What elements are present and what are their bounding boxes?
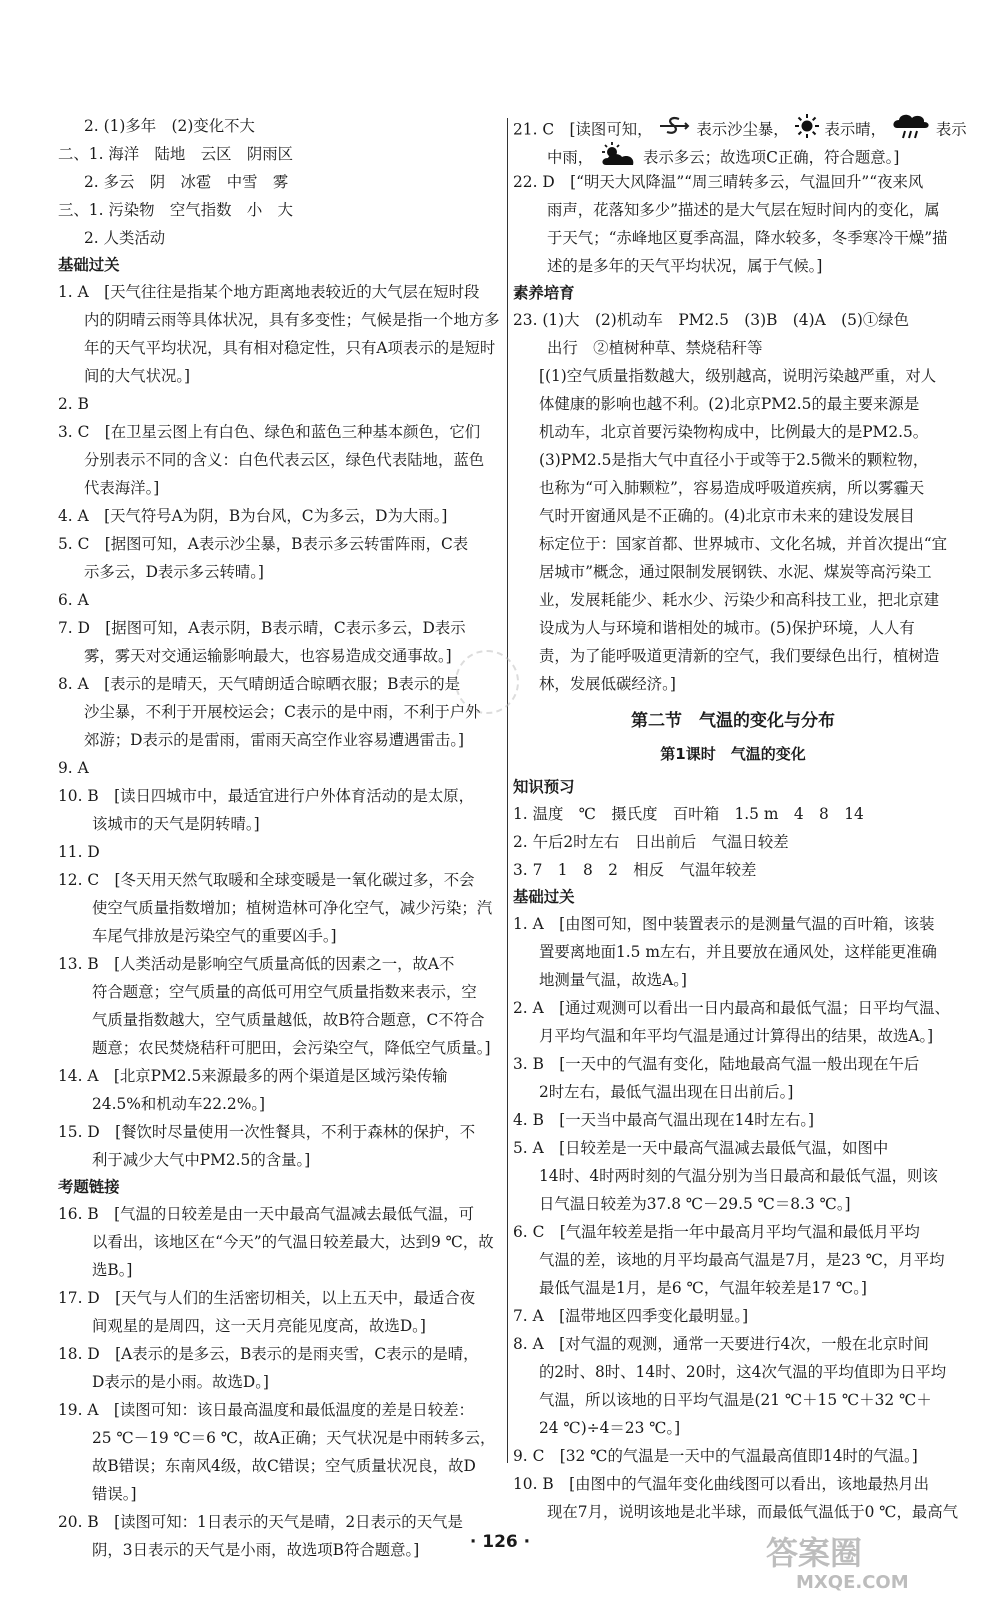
answer-line: 9. A [58,759,89,777]
answer-line: 3. 7 1 8 2 相反 气温年较差 [513,861,757,879]
answer-line: 月平均气温和年平均气温是通过计算得出的结果，故选A。] [539,1027,934,1045]
answer-line: 气温的差，该地的月平均最高气温是7月，是23 ℃，月平均 [539,1251,945,1269]
answer-line: 7. D [据图可知，A表示阴，B表示晴，C表示多云，D表示 [58,619,466,637]
answer-line: 日气温日较差为37.8 ℃－29.5 ℃＝8.3 ℃。] [539,1195,851,1213]
answer-line: 故B错误；东南风4级，故C错误；空气质量状况良，故D [92,1457,476,1475]
stamp-watermark [455,650,519,714]
answer-line: 郊游；D表示的是雷雨，雷雨天高空作业容易遭遇雷击。] [84,731,465,749]
answer-line: 选B。] [92,1261,133,1279]
answer-line: 气时开窗通风是不正确的。(4)北京市未来的建设发展目 [539,507,915,525]
right-column [513,112,967,1526]
answer-line: 2. 午后2时左右 日出前后 气温日较差 [513,833,789,851]
answer-line: 25 ℃－19 ℃＝6 ℃，故A正确；天气状况是中雨转多云， [92,1429,496,1447]
lesson-title: 第1课时 气温的变化 [660,745,806,763]
answer-text: 中雨， [547,148,594,167]
answer-line: 分别表示不同的含义：白色代表云区，绿色代表陆地，蓝色 [84,451,485,469]
answer-line: 现在7月，说明该地是北半球，而最低气温低于0 ℃，最高气 [547,1503,959,1521]
watermark-en-text: MXQE.COM [796,1572,909,1592]
answer-line: 24.5%和机动车22.2%。] [92,1095,266,1113]
section-title: 第二节 气温的变化与分布 [631,711,835,731]
answer-line: 1. A [由图可知，图中装置表示的是测量气温的百叶箱，该装 [513,915,935,933]
answer-line: 标定位于：国家首都、世界城市、文化名城，并首次提出“宜 [539,535,948,553]
answer-line: 3. C [在卫星云图上有白色、绿色和蓝色三种基本颜色，它们 [58,423,481,441]
answer-line: 代表海洋。] [84,479,160,497]
answer-line-with-icons [513,112,967,140]
answer-line: 内的阴晴云雨等具体状况，具有多变性；气候是指一个地方多 [84,311,500,329]
page-number: · 126 · [469,1532,531,1552]
answer-line: 7. A [温带地区四季变化最明显。] [513,1307,749,1325]
answer-line: 15. D [餐饮时尽量使用一次性餐具，不利于森林的保护，不 [58,1123,476,1141]
answer-line: 4. B [一天当中最高气温出现在14时左右。] [513,1111,815,1129]
answer-line: 8. A [对气温的观测，通常一天要进行4次，一般在北京时间 [513,1335,929,1353]
answer-line: 14. A [北京PM2.5来源最多的两个渠道是区域污染传输 [58,1067,448,1085]
section-heading-preview: 知识预习 [513,778,575,796]
answer-line: 责，为了能呼吸道更清新的空气，我们要绿色出行，植树造 [539,647,940,665]
answer-line: 体健康的影响也越不利。(2)北京PM2.5的最主要来源是 [539,395,920,413]
section-heading-literacy: 素养培育 [513,284,575,302]
answer-line: 8. A [表示的是晴天，天气晴朗适合晾晒衣服；B表示的是 [58,675,460,693]
answer-line: 的2时、8时、14时、20时，这4次气温的平均值即为日平均 [539,1363,947,1381]
answer-text: 表示 [935,120,967,139]
answer-line: 18. D [A表示的是多云，B表示的是雨夹雪，C表示的是晴， [58,1345,479,1363]
answer-line: 2. (1)多年 (2)变化不大 [84,117,255,135]
answer-line: 24 ℃)÷4＝23 ℃。] [539,1419,681,1437]
left-column [58,112,498,1564]
answer-line: 14时、4时两时刻的气温分别为当日最高和最低气温，则该 [539,1167,938,1185]
answer-line: 17. D [天气与人们的生活密切相关，以上五天中，最适合夜 [58,1289,476,1307]
answer-line: 2. B [58,395,89,413]
answer-line: 车尾气排放是污染空气的重要凶手。] [92,927,337,945]
answer-line: 10. B [由图中的气温年变化曲线图可以看出，该地最热月出 [513,1475,930,1493]
answer-line: 利于减少大气中PM2.5的含量。] [92,1151,311,1169]
answer-line: 1. 温度 ℃ 摄氏度 百叶箱 1.5 m 4 8 14 [513,805,864,823]
answer-line: (3)PM2.5是指大气中直径小于或等于2.5微米的颗粒物， [539,451,929,469]
answer-line: 出行 ②植树种草、禁烧秸秆等 [547,339,763,357]
answer-line: 间的大气状况。] [84,367,191,385]
answer-text: 表示沙尘暴， [696,120,789,139]
answer-line: 业，发展耗能少、耗水少、污染少和高科技工业，把北京建 [539,591,940,609]
answer-line: 6. A [58,591,89,609]
answer-line: 2. 多云 阴 冰雹 中雪 雾 [84,173,289,191]
section-heading-basic-2: 基础过关 [513,888,575,906]
answer-line: 16. B [气温的日较差是由一天中最高气温减去最低气温，可 [58,1205,475,1223]
site-watermark-logo [756,1530,976,1592]
answer-line: 地测量气温，故选A。] [539,971,687,989]
answer-line: 5. A [日较差是一天中最高气温减去最低气温，如图中 [513,1139,889,1157]
answer-line: 该城市的天气是阴转晴。] [92,815,260,833]
answer-line: 2时左右，最低气温出现在日出前后。] [539,1083,794,1101]
answer-line: 气质量指数越大，空气质量越低，故B符合题意，C不符合 [92,1011,485,1029]
answer-line: D表示的是小雨。故选D。] [92,1373,269,1391]
section-heading-exam-link: 考题链接 [58,1178,120,1196]
answer-line: 2. 人类活动 [84,229,166,247]
answer-line: 1. A [天气往往是指某个地方距离地表较近的大气层在短时段 [58,283,480,301]
answer-line: 雨声，花落知多少”描述的是大气层在短时间内的变化，属 [547,201,940,219]
answer-line: 三、1. 污染物 空气指数 小 大 [58,201,294,219]
answer-line: 设成为人与环境和谐相处的城市。(5)保护环境，人人有 [539,619,915,637]
answer-line: 二、1. 海洋 陆地 云区 阴雨区 [58,145,294,163]
answer-line: 3. B [一天中的气温有变化，陆地最高气温一般出现在午后 [513,1055,920,1073]
answer-line: 9. C [32 ℃的气温是一天中的气温最高值即14时的气温。] [513,1447,918,1465]
answer-line: 示多云，D表示多云转晴。] [84,563,264,581]
answer-text: 21. C [读图可知， [513,120,653,139]
answer-line: 12. C [冬天用天然气取暖和全球变暖是一氧化碳过多，不会 [58,871,475,889]
answer-line: 2. A [通过观测可以看出一日内最高和最低气温；日平均气温、 [513,999,950,1017]
answer-line: 林，发展低碳经济。] [539,675,676,693]
answer-line: 雾，雾天对交通运输影响最大，也容易造成交通事故。] [84,647,452,665]
answer-line: 符合题意；空气质量的高低可用空气质量指数来表示，空 [92,983,477,1001]
section-heading-basic: 基础过关 [58,256,120,274]
answer-line: [(1)空气质量指数越大，级别越高，说明污染越严重，对人 [539,367,937,385]
answer-line: 题意；农民焚烧秸秆可肥田，会污染空气，降低空气质量。] [92,1039,491,1057]
answer-line: 述的是多年的天气平均状况，属于气候。] [547,257,823,275]
answer-line: 使空气质量指数增加；植树造林可净化空气，减少污染；汽 [92,899,493,917]
answer-line: 也称为“可入肺颗粒”，容易造成呼吸道疾病，所以雾霾天 [539,479,925,497]
answer-line: 6. C [气温年较差是指一年中最高月平均气温和最低月平均 [513,1223,920,1241]
answer-line-with-icons [513,140,953,168]
answer-line: 于天气；“赤峰地区夏季高温，降水较多，冬季寒冷干燥”描 [547,229,948,247]
answer-line: 以看出，该地区在“今天”的气温日较差最大，达到9 ℃，故 [92,1233,494,1251]
answer-line: 机动车，北京首要污染物构成中，比例最大的是PM2.5。 [539,423,929,441]
answer-line: 气温，所以该地的日平均气温是(21 ℃＋15 ℃＋32 ℃＋ [539,1391,932,1409]
answer-line: 间观星的是周四，这一天月亮能见度高，故选D。] [92,1317,426,1335]
watermark-cn-text: 答案圈 [766,1534,863,1572]
answer-line: 置要离地面1.5 m左右，并且要放在通风处，这样能更准确 [539,943,937,961]
answer-line: 沙尘暴，不利于开展校运会；C表示的是中雨，不利于户外 [84,703,481,721]
answer-line: 最低气温是1月，是6 ℃，气温年较差是17 ℃。] [539,1279,867,1297]
answer-line: 年的天气平均状况，具有相对稳定性，只有A项表示的是短时 [84,339,496,357]
answer-line: 阴，3日表示的天气是小雨，故选项B符合题意。] [92,1541,420,1559]
answer-line: 22. D [“明天大风降温”“周三晴转多云，气温回升”“夜来风 [513,173,924,191]
answer-line: 居城市”概念，通过限制发展钢铁、水泥、煤炭等高污染工 [539,563,932,581]
answer-line: 10. B [读日四城市中，最适宜进行户外体育活动的是太原， [58,787,475,805]
answer-line: 错误。] [92,1485,137,1503]
answer-line: 11. D [58,843,100,861]
answer-line: 13. B [人类活动是影响空气质量高低的因素之一，故A不 [58,955,455,973]
answer-line: 4. A [天气符号A为阴，B为台风，C为多云，D为大雨。] [58,507,448,525]
answer-line: 19. A [读图可知：该日最高温度和最低温度的差是日较差： [58,1401,474,1419]
answer-line: 5. C [据图可知，A表示沙尘暴，B表示多云转雷阵雨，C表 [58,535,469,553]
answer-text: 表示晴， [824,120,887,139]
answer-line: 20. B [读图可知：1日表示的天气是晴，2日表示的天气是 [58,1513,463,1531]
answer-text: 表示多云；故选项C正确，符合题意。] [643,148,900,167]
answer-line: 23. (1)大 (2)机动车 PM2.5 (3)B (4)A (5)①绿色 [513,311,910,329]
